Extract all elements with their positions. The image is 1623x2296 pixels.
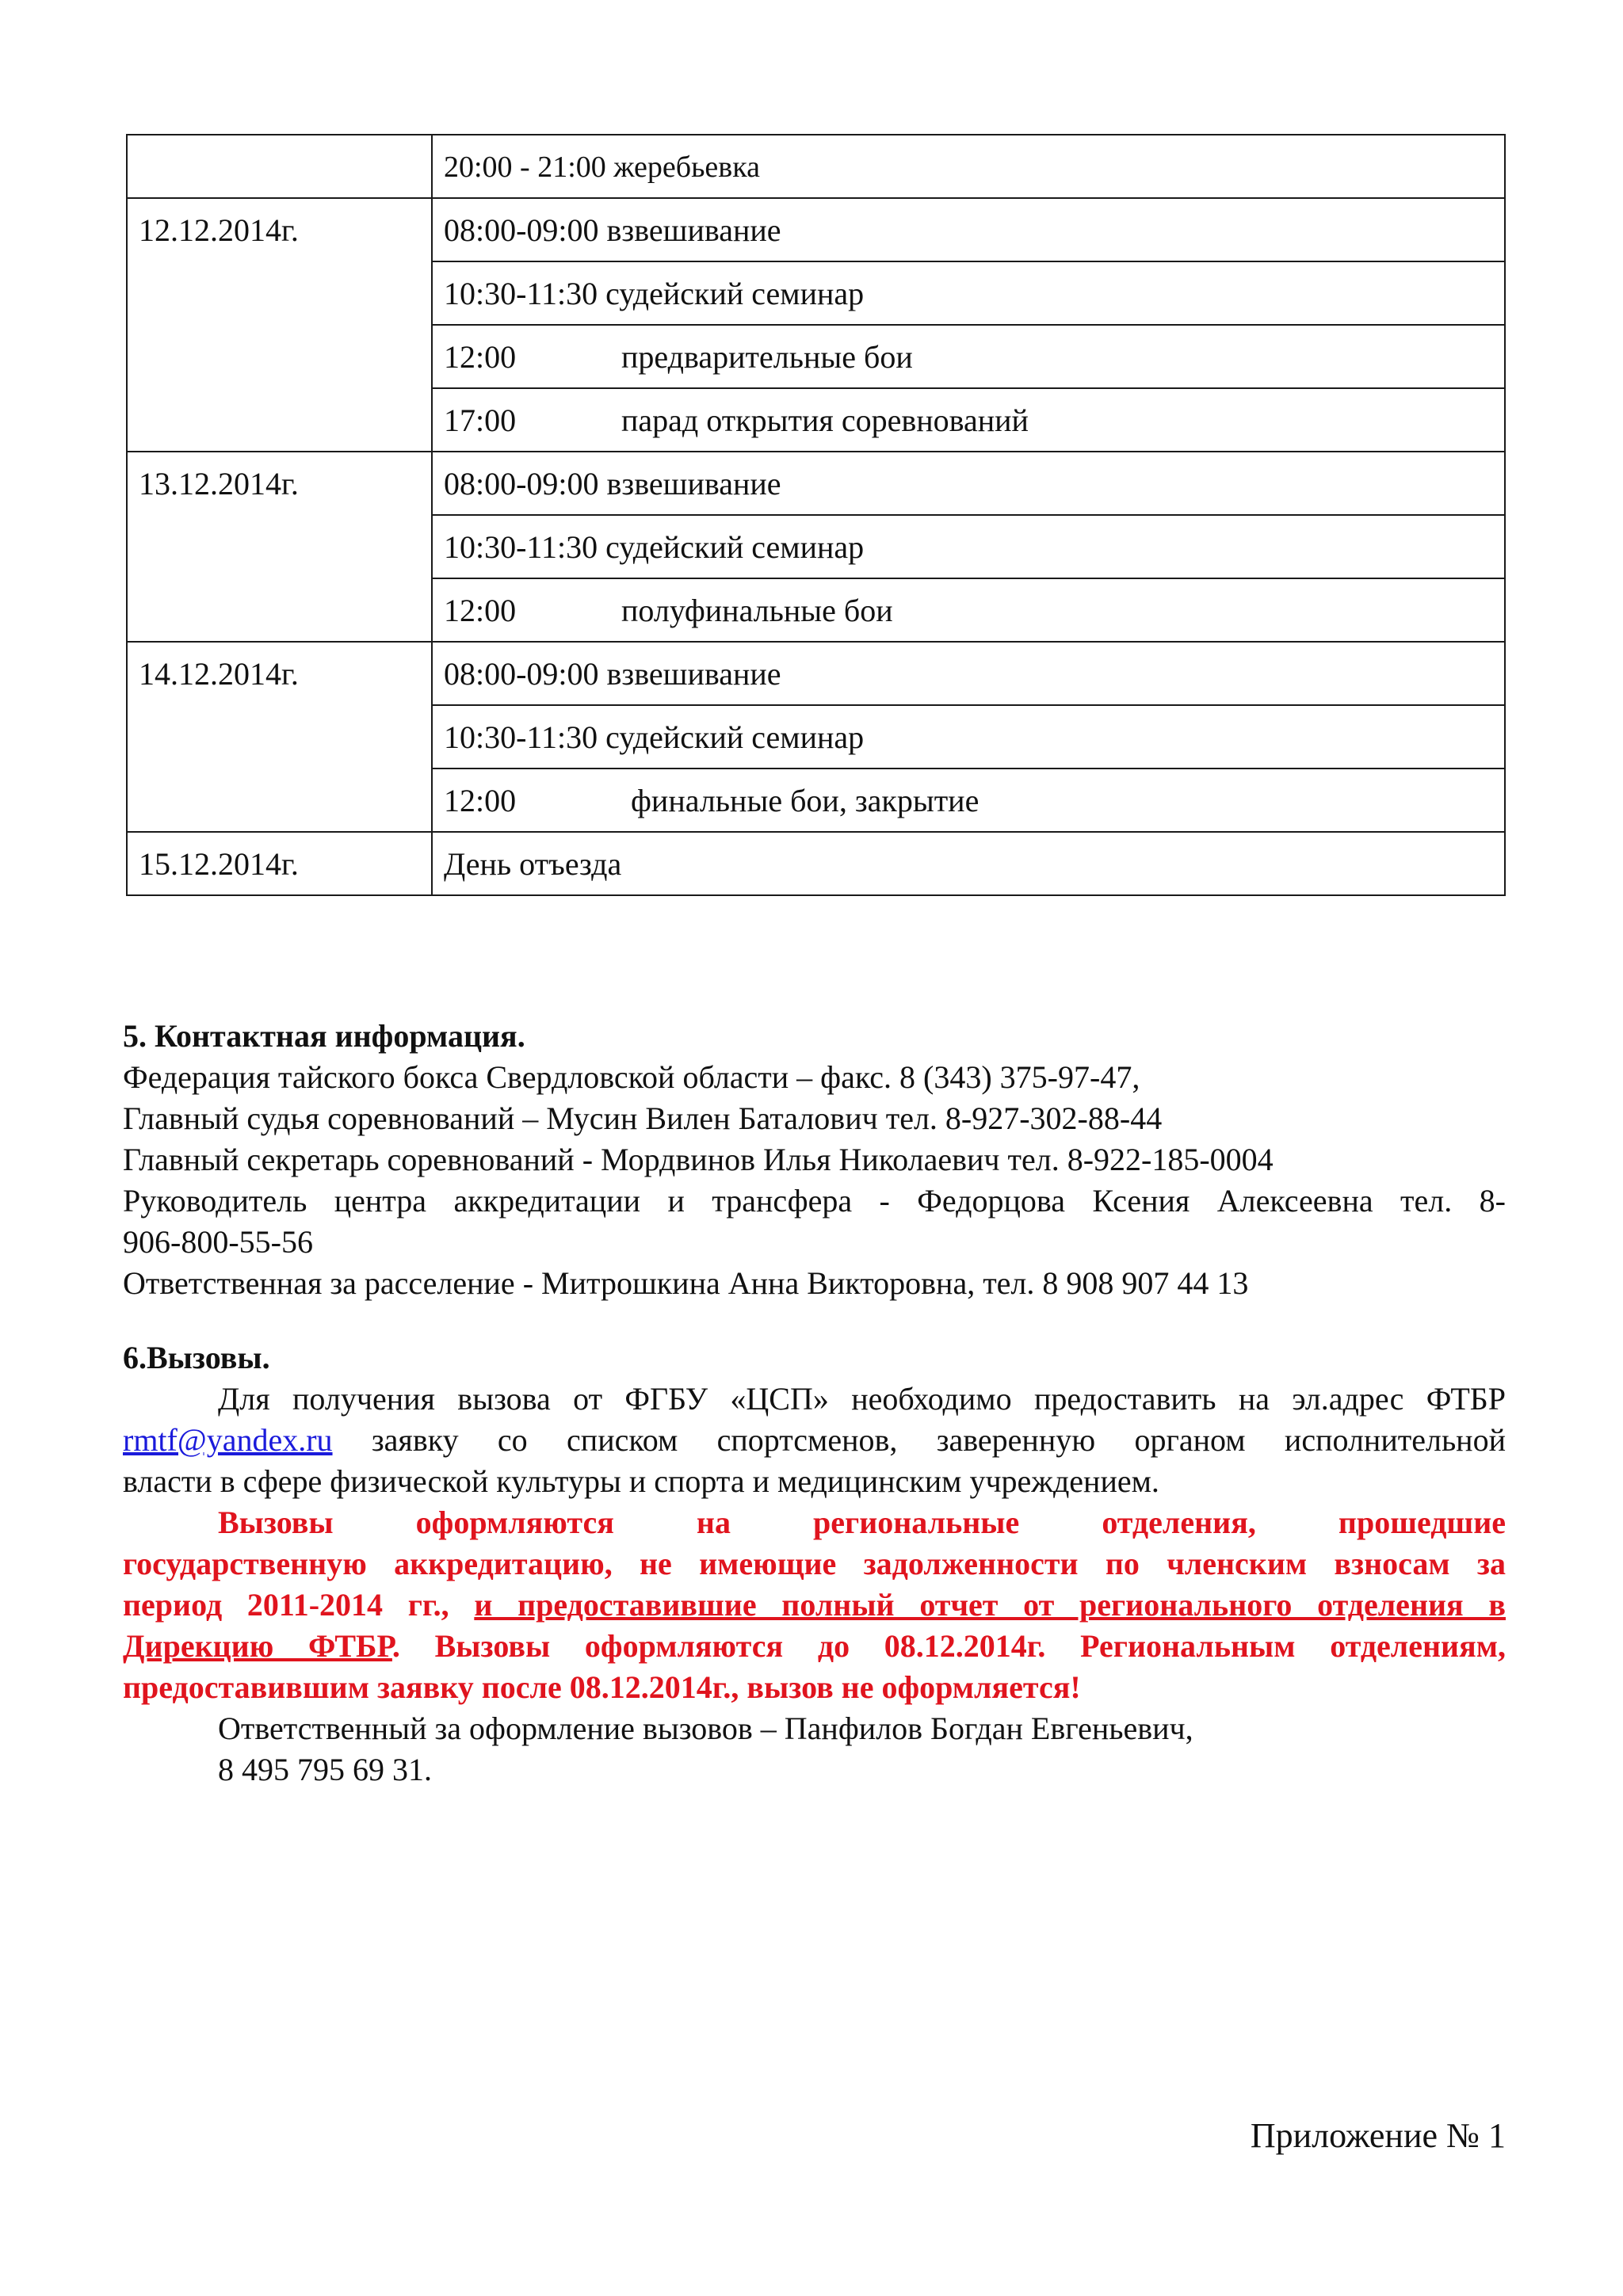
warning-underlined: и предоставившие полный отчет от регионального отделения в xyxy=(474,1587,1507,1623)
event-cell xyxy=(432,769,1505,832)
warning-line: государственную аккредитацию, не имеющие задолженности по членским взносам за xyxy=(123,1546,1506,1581)
event-time: 12:00 xyxy=(444,593,517,628)
event-cell xyxy=(432,705,1505,769)
schedule-table xyxy=(126,134,1506,896)
event-time: 08:00-09:00 xyxy=(444,656,599,692)
event-cell xyxy=(432,832,1505,895)
appendix-label: Приложение № 1 xyxy=(1250,2116,1506,2155)
date-cell xyxy=(127,135,432,198)
responsible-line: Ответственный за оформление вызовов – Панфилов Богдан Евгеньевич, xyxy=(218,1711,1193,1746)
responsible-phone: 8 495 795 69 31. xyxy=(218,1752,432,1787)
email-link[interactable]: rmtf@yandex.ru xyxy=(123,1422,333,1458)
contact-line: Главный судья соревнований – Мусин Вилен Баталович тел. 8-927-302-88-44 xyxy=(123,1100,1163,1136)
event-time: 08:00-09:00 xyxy=(444,212,599,248)
section-title: 6.Вызовы. xyxy=(123,1340,270,1375)
date-cell: 14.12.2014г. xyxy=(127,642,432,832)
section-title: 5. Контактная информация. xyxy=(123,1018,525,1054)
contact-line: Главный секретарь соревнований - Мордвинов Илья Николаевич тел. 8-922-185-0004 xyxy=(123,1142,1274,1177)
warning-text: период 2011-2014 гг., xyxy=(123,1587,475,1623)
contact-line: Ответственная за расселение - Митрошкина Анна Викторовна, тел. 8 908 907 44 13 xyxy=(123,1265,1249,1301)
event-time: 10:30-11:30 xyxy=(444,719,598,755)
event-cell xyxy=(432,261,1505,325)
date-cell: 12.12.2014г. xyxy=(127,198,432,452)
event-name: судейский семинар xyxy=(605,719,865,755)
warning-line: предоставившим заявку после 08.12.2014г., вызов не оформляется! xyxy=(123,1669,1081,1705)
event-time: 20:00 - 21:00 xyxy=(444,151,606,184)
event-name: парад открытия соревнований xyxy=(621,402,1029,438)
table-row xyxy=(127,832,1505,895)
event-cell xyxy=(432,452,1505,515)
event-name: судейский семинар xyxy=(605,529,865,565)
event-name: День отъезда xyxy=(444,846,622,882)
table-row xyxy=(127,452,1505,515)
event-cell xyxy=(432,388,1505,452)
event-cell xyxy=(432,198,1505,261)
contact-line: 906-800-55-56 xyxy=(123,1224,313,1260)
event-time: 10:30-11:30 xyxy=(444,276,598,311)
event-time: 12:00 xyxy=(444,339,517,375)
event-cell xyxy=(432,325,1505,388)
event-time: 12:00 xyxy=(444,783,517,818)
event-name: взвешивание xyxy=(606,656,781,692)
paragraph-line xyxy=(123,1420,1506,1461)
event-cell xyxy=(432,135,1505,198)
calls-section xyxy=(123,1337,1506,1791)
warning-line: Вызовы оформляются на региональные отделения, прошедшие xyxy=(218,1505,1506,1540)
table-row xyxy=(127,642,1505,705)
event-cell xyxy=(432,515,1505,578)
date-cell: 15.12.2014г. xyxy=(127,832,432,895)
event-cell xyxy=(432,578,1505,642)
date-cell: 13.12.2014г. xyxy=(127,452,432,642)
event-name: финальные бои, закрытие xyxy=(631,783,980,818)
event-cell xyxy=(432,642,1505,705)
event-name: судейский семинар xyxy=(605,276,865,311)
warning-notice xyxy=(123,1502,1506,1708)
table-row xyxy=(127,198,1505,261)
paragraph-line: власти в сфере физической культуры и спорта и медицинским учреждением. xyxy=(123,1463,1159,1499)
paragraph-line: Для получения вызова от ФГБУ «ЦСП» необходимо предоставить на эл.адрес ФТБР xyxy=(218,1381,1506,1417)
event-name: взвешивание xyxy=(606,466,781,502)
contacts-section xyxy=(123,1016,1506,1304)
event-time: 10:30-11:30 xyxy=(444,529,598,565)
event-name: полуфинальные бои xyxy=(621,593,893,628)
warning-line xyxy=(123,1585,1506,1626)
warning-line xyxy=(123,1626,1506,1667)
event-name: предварительные бои xyxy=(621,339,913,375)
warning-underlined: Дирекцию ФТБР xyxy=(123,1628,392,1664)
event-name: взвешивание xyxy=(606,212,781,248)
contact-line: Федерация тайского бокса Свердловской области – факс. 8 (343) 375-97-47, xyxy=(123,1059,1140,1095)
paragraph-text: заявку со списком спортсменов, заверенную органом исполнительной xyxy=(332,1422,1506,1458)
event-time: 08:00-09:00 xyxy=(444,466,599,502)
event-name: жеребьевка xyxy=(613,151,760,184)
contact-line: Руководитель центра аккредитации и трансфера - Федорцова Ксения Алексеевна тел. 8- xyxy=(123,1183,1506,1219)
warning-text: . Вызовы оформляются до 08.12.2014г. Региональным отделениям, xyxy=(391,1628,1506,1664)
event-time: 17:00 xyxy=(444,402,517,438)
table-row xyxy=(127,135,1505,198)
